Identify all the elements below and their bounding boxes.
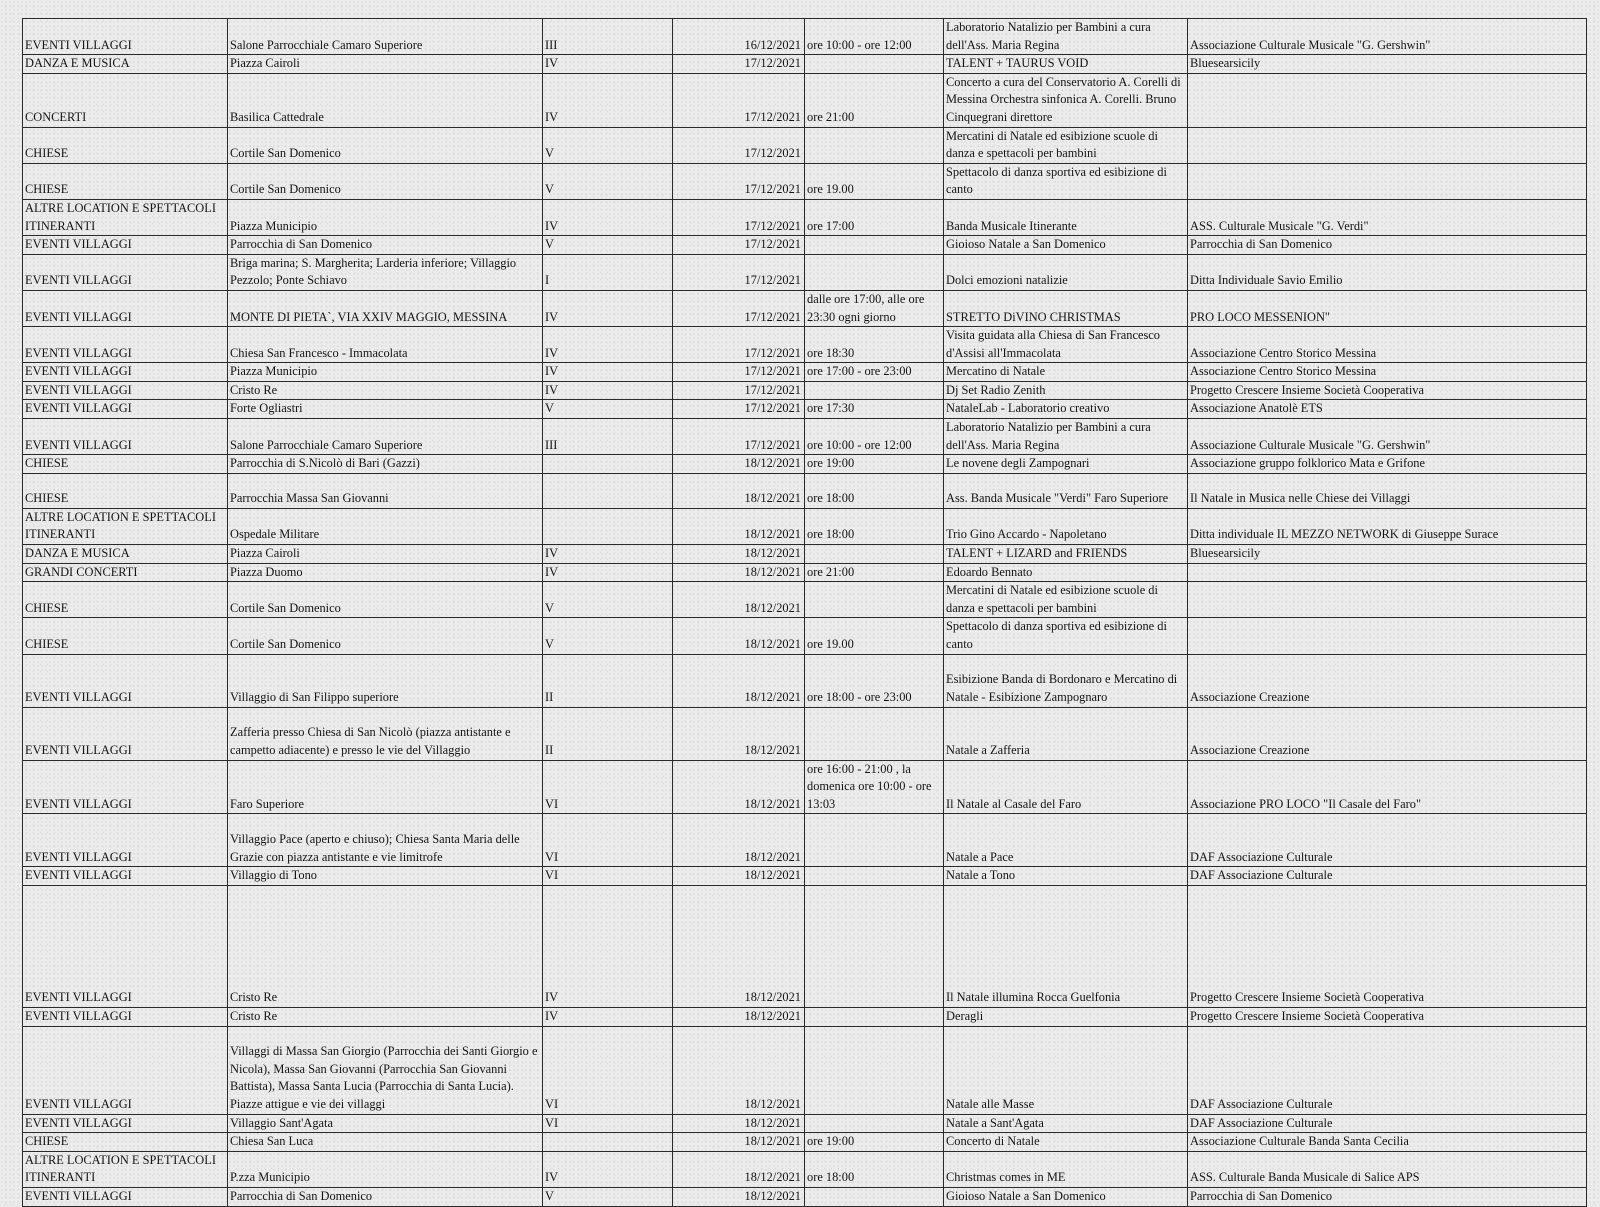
event-cell: Spettacolo di danza sportiva ed esibizione di canto xyxy=(944,163,1188,199)
event-cell: Il Natale al Casale del Faro xyxy=(944,760,1188,814)
location-cell: Basilica Cattedrale xyxy=(228,73,543,127)
event-cell: Edoardo Bennato xyxy=(944,563,1188,582)
table-row xyxy=(23,1187,1587,1206)
table-row xyxy=(23,236,1587,255)
event-cell: Natale a Sant'Agata xyxy=(944,1114,1188,1133)
category-cell: CHIESE xyxy=(23,582,228,618)
table-row xyxy=(23,163,1587,199)
category-cell: EVENTI VILLAGGI xyxy=(23,1114,228,1133)
category-cell: EVENTI VILLAGGI xyxy=(23,707,228,760)
location-cell: Cristo Re xyxy=(228,1007,543,1026)
organizer-cell xyxy=(1188,127,1587,163)
event-cell: Le novene degli Zampognari xyxy=(944,455,1188,474)
time-cell xyxy=(805,867,944,886)
organizer-cell: Associazione Culturale Musicale "G. Gershwin" xyxy=(1188,419,1587,455)
district-cell xyxy=(543,508,673,544)
time-cell xyxy=(805,127,944,163)
time-cell xyxy=(805,707,944,760)
date-cell: 16/12/2021 xyxy=(673,19,805,55)
time-cell: ore 18:00 - ore 23:00 xyxy=(805,654,944,707)
time-cell xyxy=(805,814,944,867)
district-cell: IV xyxy=(543,199,673,235)
table-row xyxy=(23,1007,1587,1026)
date-cell: 17/12/2021 xyxy=(673,381,805,400)
organizer-cell: Progetto Crescere Insieme Società Cooperativa xyxy=(1188,381,1587,400)
district-cell: IV xyxy=(543,327,673,363)
event-cell: NataleLab - Laboratorio creativo xyxy=(944,400,1188,419)
location-cell: Piazza Cairoli xyxy=(228,55,543,74)
date-cell: 17/12/2021 xyxy=(673,163,805,199)
events-table xyxy=(22,18,1587,1207)
table-row xyxy=(23,1151,1587,1187)
district-cell: V xyxy=(543,1187,673,1206)
event-cell: Deragli xyxy=(944,1007,1188,1026)
location-cell: Piazza Municipio xyxy=(228,199,543,235)
district-cell xyxy=(543,455,673,474)
date-cell: 18/12/2021 xyxy=(673,508,805,544)
location-cell: Zafferia presso Chiesa di San Nicolò (piazza antistante e campetto adiacente) e presso le vie del Villaggio xyxy=(228,707,543,760)
time-cell: ore 19.00 xyxy=(805,618,944,654)
category-cell: CHIESE xyxy=(23,618,228,654)
date-cell: 18/12/2021 xyxy=(673,814,805,867)
location-cell: Piazza Municipio xyxy=(228,363,543,382)
organizer-cell xyxy=(1188,563,1587,582)
location-cell: Villaggio di San Filippo superiore xyxy=(228,654,543,707)
time-cell: ore 18:00 xyxy=(805,508,944,544)
event-cell: Laboratorio Natalizio per Bambini a cura dell'Ass. Maria Regina xyxy=(944,19,1188,55)
location-cell: Villaggio Sant'Agata xyxy=(228,1114,543,1133)
table-row xyxy=(23,290,1587,326)
date-cell: 18/12/2021 xyxy=(673,563,805,582)
date-cell: 18/12/2021 xyxy=(673,1114,805,1133)
district-cell: II xyxy=(543,707,673,760)
time-cell: ore 19:00 xyxy=(805,455,944,474)
district-cell: IV xyxy=(543,55,673,74)
location-cell: Cortile San Domenico xyxy=(228,582,543,618)
district-cell: VI xyxy=(543,1114,673,1133)
location-cell: MONTE DI PIETA`, VIA XXIV MAGGIO, MESSINA xyxy=(228,290,543,326)
time-cell: ore 18:00 xyxy=(805,1151,944,1187)
organizer-cell: Ditta individuale IL MEZZO NETWORK di Giuseppe Surace xyxy=(1188,508,1587,544)
category-cell: GRANDI CONCERTI xyxy=(23,563,228,582)
category-cell: EVENTI VILLAGGI xyxy=(23,327,228,363)
table-row xyxy=(23,363,1587,382)
district-cell: IV xyxy=(543,381,673,400)
time-cell xyxy=(805,1114,944,1133)
category-cell: CONCERTI xyxy=(23,73,228,127)
time-cell xyxy=(805,1026,944,1114)
time-cell: ore 21:00 xyxy=(805,563,944,582)
organizer-cell: Associazione Anatolè ETS xyxy=(1188,400,1587,419)
table-row xyxy=(23,127,1587,163)
time-cell: ore 16:00 - 21:00 , la domenica ore 10:00 - ore 13:03 xyxy=(805,760,944,814)
table-row xyxy=(23,707,1587,760)
table-row xyxy=(23,1133,1587,1152)
time-cell: ore 18:00 xyxy=(805,473,944,508)
location-cell: Cortile San Domenico xyxy=(228,618,543,654)
location-cell: Faro Superiore xyxy=(228,760,543,814)
time-cell: ore 18:30 xyxy=(805,327,944,363)
category-cell: ALTRE LOCATION E SPETTACOLI ITINERANTI xyxy=(23,508,228,544)
table-row xyxy=(23,381,1587,400)
category-cell: EVENTI VILLAGGI xyxy=(23,885,228,1007)
organizer-cell xyxy=(1188,163,1587,199)
category-cell: DANZA E MUSICA xyxy=(23,545,228,564)
category-cell: EVENTI VILLAGGI xyxy=(23,363,228,382)
table-row xyxy=(23,455,1587,474)
district-cell: V xyxy=(543,618,673,654)
date-cell: 18/12/2021 xyxy=(673,1187,805,1206)
date-cell: 17/12/2021 xyxy=(673,290,805,326)
organizer-cell: Associazione Creazione xyxy=(1188,654,1587,707)
organizer-cell: Associazione Culturale Musicale "G. Gershwin" xyxy=(1188,19,1587,55)
category-cell: EVENTI VILLAGGI xyxy=(23,236,228,255)
organizer-cell: DAF Associazione Culturale xyxy=(1188,867,1587,886)
date-cell: 18/12/2021 xyxy=(673,867,805,886)
organizer-cell xyxy=(1188,73,1587,127)
district-cell: VI xyxy=(543,1026,673,1114)
date-cell: 17/12/2021 xyxy=(673,363,805,382)
event-cell: Natale alle Masse xyxy=(944,1026,1188,1114)
date-cell: 17/12/2021 xyxy=(673,419,805,455)
location-cell: Villaggio di Tono xyxy=(228,867,543,886)
event-cell: Mercatino di Natale xyxy=(944,363,1188,382)
organizer-cell: Bluesearsicily xyxy=(1188,545,1587,564)
event-cell: TALENT + TAURUS VOID xyxy=(944,55,1188,74)
category-cell: EVENTI VILLAGGI xyxy=(23,400,228,419)
organizer-cell: DAF Associazione Culturale xyxy=(1188,814,1587,867)
category-cell: EVENTI VILLAGGI xyxy=(23,1007,228,1026)
time-cell xyxy=(805,55,944,74)
location-cell: Piazza Cairoli xyxy=(228,545,543,564)
date-cell: 18/12/2021 xyxy=(673,654,805,707)
event-cell: Dj Set Radio Zenith xyxy=(944,381,1188,400)
category-cell: DANZA E MUSICA xyxy=(23,55,228,74)
district-cell: V xyxy=(543,127,673,163)
event-cell: Mercatini di Natale ed esibizione scuole di danza e spettacoli per bambini xyxy=(944,582,1188,618)
table-row xyxy=(23,545,1587,564)
time-cell xyxy=(805,236,944,255)
district-cell: IV xyxy=(543,290,673,326)
time-cell: ore 17:00 - ore 23:00 xyxy=(805,363,944,382)
time-cell xyxy=(805,381,944,400)
time-cell: ore 17:30 xyxy=(805,400,944,419)
time-cell: ore 17:00 xyxy=(805,199,944,235)
district-cell: V xyxy=(543,400,673,419)
location-cell: Salone Parrocchiale Camaro Superiore xyxy=(228,19,543,55)
table-row xyxy=(23,254,1587,290)
date-cell: 17/12/2021 xyxy=(673,236,805,255)
date-cell: 18/12/2021 xyxy=(673,455,805,474)
event-cell: Natale a Zafferia xyxy=(944,707,1188,760)
organizer-cell: Associazione Centro Storico Messina xyxy=(1188,363,1587,382)
time-cell: ore 19.00 xyxy=(805,163,944,199)
location-cell: Piazza Duomo xyxy=(228,563,543,582)
table-row xyxy=(23,814,1587,867)
location-cell: Chiesa San Luca xyxy=(228,1133,543,1152)
category-cell: ALTRE LOCATION E SPETTACOLI ITINERANTI xyxy=(23,1151,228,1187)
table-row xyxy=(23,199,1587,235)
table-row xyxy=(23,419,1587,455)
district-cell: VI xyxy=(543,760,673,814)
table-row xyxy=(23,473,1587,508)
organizer-cell: Progetto Crescere Insieme Società Cooperativa xyxy=(1188,1007,1587,1026)
location-cell: Parrocchia di S.Nicolò di Bari (Gazzi) xyxy=(228,455,543,474)
location-cell: Cristo Re xyxy=(228,381,543,400)
location-cell: Villaggi di Massa San Giorgio (Parrocchia dei Santi Giorgio e Nicola), Massa San Giovanni (Parrocchia San Giovanni Battista), Massa Santa Lucia (Parrocchia di Santa Lucia). Piazze attigue e vie dei villaggi xyxy=(228,1026,543,1114)
event-cell: Christmas comes in ME xyxy=(944,1151,1188,1187)
category-cell: EVENTI VILLAGGI xyxy=(23,654,228,707)
event-cell: Ass. Banda Musicale "Verdi" Faro Superiore xyxy=(944,473,1188,508)
organizer-cell xyxy=(1188,582,1587,618)
district-cell: VI xyxy=(543,867,673,886)
location-cell: Cortile San Domenico xyxy=(228,127,543,163)
date-cell: 18/12/2021 xyxy=(673,760,805,814)
district-cell: IV xyxy=(543,1151,673,1187)
table-row xyxy=(23,73,1587,127)
location-cell: Briga marina; S. Margherita; Larderia inferiore; Villaggio Pezzolo; Ponte Schiavo xyxy=(228,254,543,290)
organizer-cell: Ditta Individuale Savio Emilio xyxy=(1188,254,1587,290)
date-cell: 18/12/2021 xyxy=(673,1007,805,1026)
district-cell: V xyxy=(543,582,673,618)
organizer-cell: Parrocchia di San Domenico xyxy=(1188,1187,1587,1206)
event-cell: Banda Musicale Itinerante xyxy=(944,199,1188,235)
table-row xyxy=(23,867,1587,886)
date-cell: 17/12/2021 xyxy=(673,55,805,74)
organizer-cell: Bluesearsicily xyxy=(1188,55,1587,74)
date-cell: 18/12/2021 xyxy=(673,1151,805,1187)
table-body xyxy=(23,19,1587,1207)
organizer-cell: DAF Associazione Culturale xyxy=(1188,1114,1587,1133)
category-cell: EVENTI VILLAGGI xyxy=(23,419,228,455)
location-cell: Parrocchia di San Domenico xyxy=(228,1187,543,1206)
date-cell: 17/12/2021 xyxy=(673,327,805,363)
district-cell: V xyxy=(543,236,673,255)
category-cell: CHIESE xyxy=(23,163,228,199)
table-row xyxy=(23,19,1587,55)
event-cell: Il Natale illumina Rocca Guelfonia xyxy=(944,885,1188,1007)
time-cell: dalle ore 17:00, alle ore 23:30 ogni giorno xyxy=(805,290,944,326)
organizer-cell xyxy=(1188,618,1587,654)
location-cell: Villaggio Pace (aperto e chiuso); Chiesa Santa Maria delle Grazie con piazza antistante e vie limitrofe xyxy=(228,814,543,867)
date-cell: 17/12/2021 xyxy=(673,254,805,290)
organizer-cell: PRO LOCO MESSENION" xyxy=(1188,290,1587,326)
table-row xyxy=(23,582,1587,618)
table-row xyxy=(23,55,1587,74)
district-cell: IV xyxy=(543,363,673,382)
location-cell: Salone Parrocchiale Camaro Superiore xyxy=(228,419,543,455)
category-cell: EVENTI VILLAGGI xyxy=(23,381,228,400)
table-row xyxy=(23,400,1587,419)
district-cell: IV xyxy=(543,885,673,1007)
district-cell: III xyxy=(543,19,673,55)
date-cell: 18/12/2021 xyxy=(673,582,805,618)
location-cell: Parrocchia Massa San Giovanni xyxy=(228,473,543,508)
table-row xyxy=(23,327,1587,363)
time-cell: ore 19:00 xyxy=(805,1133,944,1152)
organizer-cell: Progetto Crescere Insieme Società Cooperativa xyxy=(1188,885,1587,1007)
category-cell: EVENTI VILLAGGI xyxy=(23,254,228,290)
district-cell: III xyxy=(543,419,673,455)
district-cell xyxy=(543,1133,673,1152)
location-cell: Chiesa San Francesco - Immacolata xyxy=(228,327,543,363)
event-cell: STRETTO DiVINO CHRISTMAS xyxy=(944,290,1188,326)
category-cell: CHIESE xyxy=(23,127,228,163)
organizer-cell: ASS. Culturale Banda Musicale di Salice APS xyxy=(1188,1151,1587,1187)
time-cell xyxy=(805,1007,944,1026)
date-cell: 18/12/2021 xyxy=(673,707,805,760)
organizer-cell: Il Natale in Musica nelle Chiese dei Villaggi xyxy=(1188,473,1587,508)
date-cell: 18/12/2021 xyxy=(673,473,805,508)
location-cell: P.zza Municipio xyxy=(228,1151,543,1187)
category-cell: ALTRE LOCATION E SPETTACOLI ITINERANTI xyxy=(23,199,228,235)
time-cell xyxy=(805,545,944,564)
date-cell: 18/12/2021 xyxy=(673,618,805,654)
event-cell: Concerto di Natale xyxy=(944,1133,1188,1152)
district-cell: IV xyxy=(543,73,673,127)
table-row xyxy=(23,563,1587,582)
organizer-cell: Associazione Creazione xyxy=(1188,707,1587,760)
time-cell xyxy=(805,254,944,290)
event-cell: Concerto a cura del Conservatorio A. Corelli di Messina Orchestra sinfonica A. Corelli. Bruno Cinquegrani direttore xyxy=(944,73,1188,127)
time-cell xyxy=(805,1187,944,1206)
date-cell: 18/12/2021 xyxy=(673,545,805,564)
time-cell xyxy=(805,885,944,1007)
district-cell xyxy=(543,473,673,508)
event-cell: Dolci emozioni natalizie xyxy=(944,254,1188,290)
event-cell: Mercatini di Natale ed esibizione scuole di danza e spettacoli per bambini xyxy=(944,127,1188,163)
category-cell: CHIESE xyxy=(23,455,228,474)
district-cell: I xyxy=(543,254,673,290)
category-cell: EVENTI VILLAGGI xyxy=(23,1187,228,1206)
date-cell: 18/12/2021 xyxy=(673,1026,805,1114)
location-cell: Cortile San Domenico xyxy=(228,163,543,199)
date-cell: 17/12/2021 xyxy=(673,73,805,127)
category-cell: EVENTI VILLAGGI xyxy=(23,867,228,886)
category-cell: CHIESE xyxy=(23,1133,228,1152)
district-cell: II xyxy=(543,654,673,707)
organizer-cell: ASS. Culturale Musicale "G. Verdi" xyxy=(1188,199,1587,235)
district-cell: V xyxy=(543,163,673,199)
location-cell: Cristo Re xyxy=(228,885,543,1007)
category-cell: EVENTI VILLAGGI xyxy=(23,1026,228,1114)
date-cell: 17/12/2021 xyxy=(673,199,805,235)
date-cell: 18/12/2021 xyxy=(673,885,805,1007)
time-cell: ore 21:00 xyxy=(805,73,944,127)
event-cell: Trio Gino Accardo - Napoletano xyxy=(944,508,1188,544)
category-cell: EVENTI VILLAGGI xyxy=(23,760,228,814)
district-cell: IV xyxy=(543,545,673,564)
category-cell: EVENTI VILLAGGI xyxy=(23,19,228,55)
category-cell: CHIESE xyxy=(23,473,228,508)
event-cell: Natale a Tono xyxy=(944,867,1188,886)
district-cell: IV xyxy=(543,1007,673,1026)
location-cell: Forte Ogliastri xyxy=(228,400,543,419)
table-row xyxy=(23,1026,1587,1114)
event-cell: Natale a Pace xyxy=(944,814,1188,867)
date-cell: 17/12/2021 xyxy=(673,127,805,163)
time-cell xyxy=(805,582,944,618)
location-cell: Parrocchia di San Domenico xyxy=(228,236,543,255)
organizer-cell: DAF Associazione Culturale xyxy=(1188,1026,1587,1114)
event-cell: Esibizione Banda di Bordonaro e Mercatino di Natale - Esibizione Zampognaro xyxy=(944,654,1188,707)
time-cell: ore 10:00 - ore 12:00 xyxy=(805,419,944,455)
table-row xyxy=(23,618,1587,654)
date-cell: 18/12/2021 xyxy=(673,1133,805,1152)
organizer-cell: Associazione PRO LOCO "Il Casale del Faro" xyxy=(1188,760,1587,814)
event-cell: Visita guidata alla Chiesa di San Francesco d'Assisi all'Immacolata xyxy=(944,327,1188,363)
district-cell: VI xyxy=(543,814,673,867)
table-row xyxy=(23,654,1587,707)
table-row xyxy=(23,1114,1587,1133)
table-row xyxy=(23,508,1587,544)
event-cell: Laboratorio Natalizio per Bambini a cura dell'Ass. Maria Regina xyxy=(944,419,1188,455)
organizer-cell: Parrocchia di San Domenico xyxy=(1188,236,1587,255)
district-cell: IV xyxy=(543,563,673,582)
location-cell: Ospedale Militare xyxy=(228,508,543,544)
category-cell: EVENTI VILLAGGI xyxy=(23,814,228,867)
table-row xyxy=(23,760,1587,814)
event-cell: TALENT + LIZARD and FRIENDS xyxy=(944,545,1188,564)
organizer-cell: Associazione Centro Storico Messina xyxy=(1188,327,1587,363)
category-cell: EVENTI VILLAGGI xyxy=(23,290,228,326)
time-cell: ore 10:00 - ore 12:00 xyxy=(805,19,944,55)
event-cell: Gioioso Natale a San Domenico xyxy=(944,236,1188,255)
event-cell: Spettacolo di danza sportiva ed esibizione di canto xyxy=(944,618,1188,654)
event-cell: Gioioso Natale a San Domenico xyxy=(944,1187,1188,1206)
organizer-cell: Associazione gruppo folklorico Mata e Grifone xyxy=(1188,455,1587,474)
table-row xyxy=(23,885,1587,1007)
organizer-cell: Associazione Culturale Banda Santa Cecilia xyxy=(1188,1133,1587,1152)
date-cell: 17/12/2021 xyxy=(673,400,805,419)
